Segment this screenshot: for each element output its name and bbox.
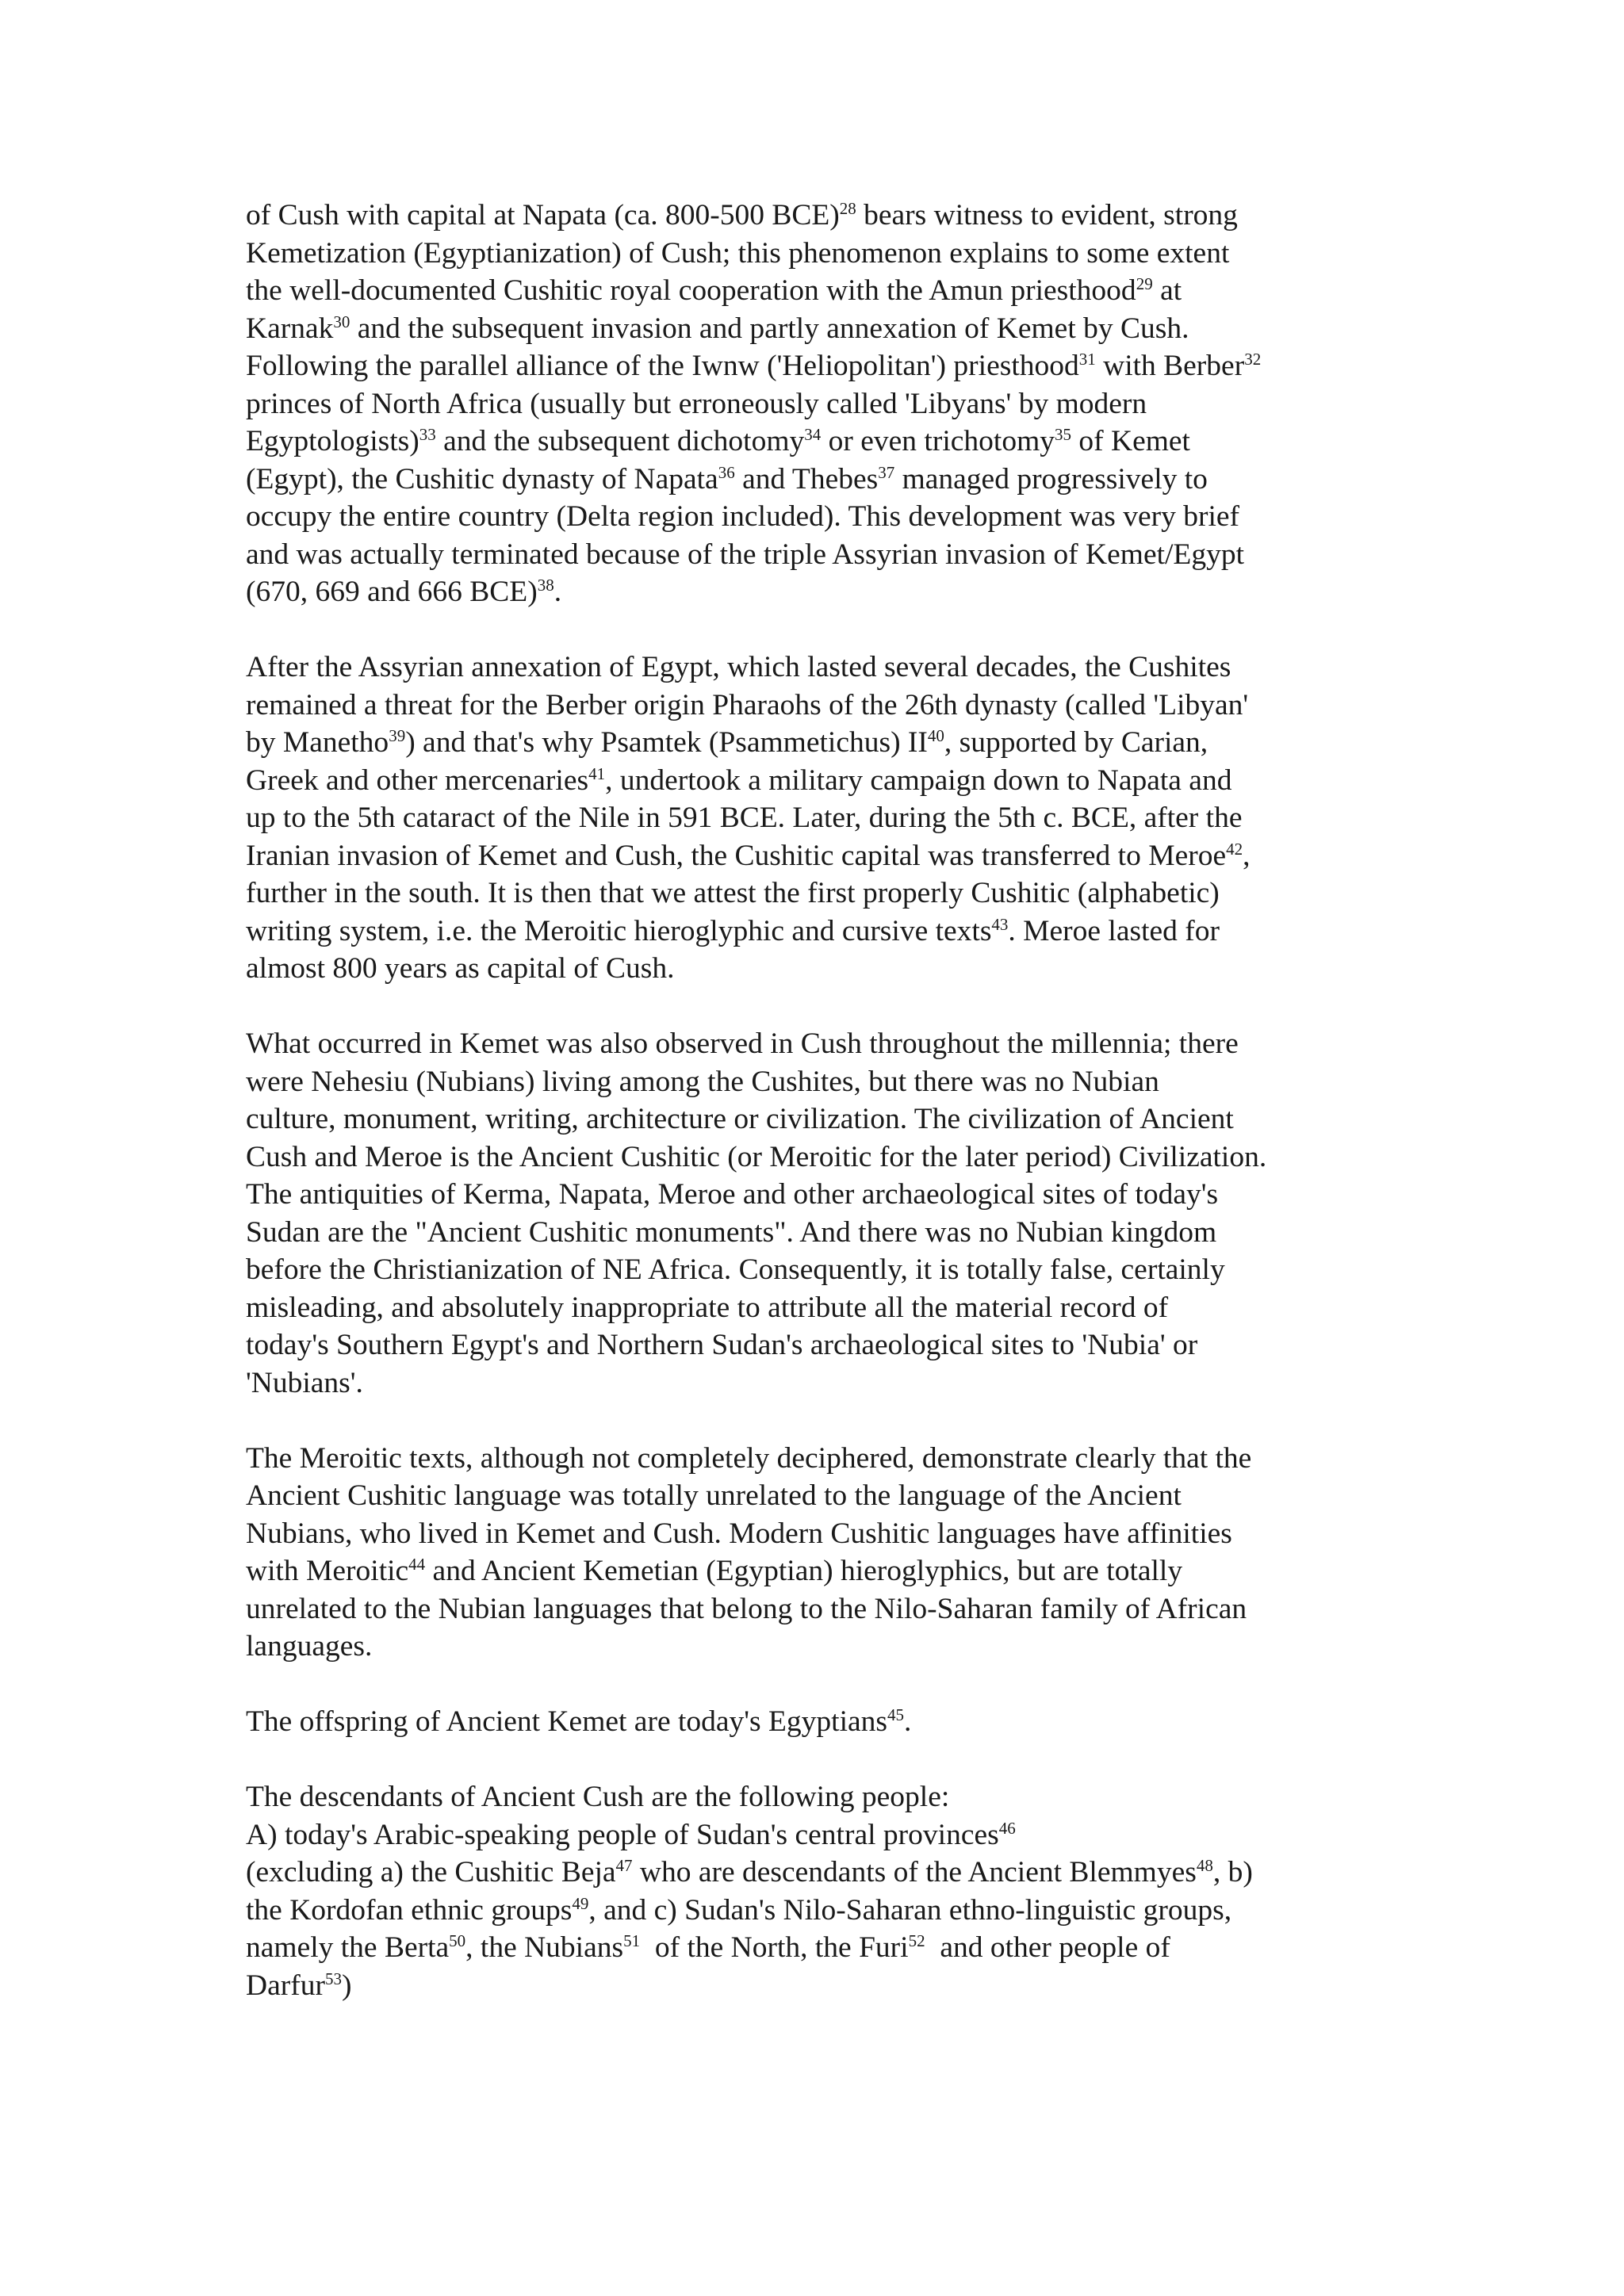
text-line	[246, 1590, 1404, 1628]
text-segment: .	[903, 1705, 912, 1738]
text-segment: were Nehesiu (Nubians) living among the Cushites, but there was no Nubian	[246, 1065, 1159, 1098]
text-segment: up to the 5th cataract of the Nile in 591 BCE. Later, during the 5th c. BCE, after the	[246, 802, 1243, 834]
text-line	[246, 385, 1404, 423]
text-segment: namely the Berta	[246, 1931, 450, 1964]
paragraph	[246, 1703, 1404, 1741]
text-segment: writing system, i.e. the Meroitic hieroglyphic and cursive texts	[246, 914, 992, 947]
text-segment: )	[341, 1969, 352, 2002]
text-line	[246, 1025, 1404, 1063]
footnote-reference: 38	[537, 576, 554, 595]
text-line	[246, 1778, 1404, 1816]
text-line	[246, 837, 1404, 875]
text-line	[246, 1515, 1404, 1553]
text-segment: A) today's Arabic-speaking people of Sudan's central provinces	[246, 1818, 999, 1851]
text-line	[246, 1214, 1404, 1252]
footnote-reference: 29	[1136, 274, 1153, 293]
text-line	[246, 272, 1404, 310]
text-segment: After the Assyrian annexation of Egypt, which lasted several decades, the Cushites	[246, 651, 1231, 683]
text-segment: , undertook a military campaign down to Napata and	[605, 763, 1232, 797]
text-segment: Darfur	[246, 1969, 325, 2002]
text-line	[246, 1176, 1404, 1214]
footnote-reference: 45	[887, 1705, 904, 1724]
text-line	[246, 687, 1404, 725]
text-line	[246, 310, 1404, 348]
text-segment: at	[1152, 274, 1182, 307]
text-segment: with Berber	[1095, 350, 1245, 382]
text-segment: misleading, and absolutely inappropriate to attribute all the material record of	[246, 1291, 1169, 1324]
text-segment: managed progressively to	[894, 462, 1208, 496]
footnote-reference: 51	[623, 1931, 641, 1950]
text-segment: What occurred in Kemet was also observed in Cush throughout the millennia; there	[246, 1027, 1239, 1060]
footnote-reference: 41	[588, 763, 606, 783]
text-segment: and other people of	[925, 1931, 1170, 1964]
text-segment: further in the south. It is then that we attest the first properly Cushitic (alphabetic)	[246, 877, 1220, 909]
text-line	[246, 1628, 1404, 1666]
text-segment: . Meroe lasted for	[1008, 914, 1220, 947]
text-line	[246, 1929, 1404, 1967]
footnote-reference: 43	[991, 914, 1009, 934]
footnote-reference: 30	[333, 312, 350, 331]
footnote-reference: 35	[1055, 425, 1071, 444]
text-segment: , and c) Sudan's Nilo-Saharan ethno-linguistic groups,	[588, 1893, 1232, 1927]
text-line	[246, 1967, 1404, 2005]
footnote-reference: 34	[804, 425, 822, 444]
text-line	[246, 1289, 1404, 1327]
text-segment: before the Christianization of NE Africa. Consequently, it is totally false, certainly	[246, 1253, 1225, 1286]
paragraph	[246, 197, 1404, 611]
text-segment: Nubians, who lived in Kemet and Cush. Modern Cushitic languages have affinities	[246, 1517, 1232, 1550]
text-line	[246, 950, 1404, 988]
footnote-reference: 52	[908, 1931, 925, 1950]
footnote-reference: 36	[718, 462, 735, 482]
text-line	[246, 1251, 1404, 1289]
text-segment: of the North, the Furi	[640, 1931, 909, 1964]
footnote-reference: 32	[1244, 350, 1262, 369]
text-segment: with Meroitic	[246, 1555, 409, 1587]
text-segment: (excluding a) the Cushitic Beja	[246, 1856, 616, 1888]
footnote-reference: 50	[449, 1931, 466, 1950]
text-line	[246, 1552, 1404, 1590]
paragraph	[246, 1440, 1404, 1666]
footnote-reference: 46	[998, 1818, 1016, 1838]
text-line	[246, 461, 1404, 499]
text-segment: and the subsequent dichotomy	[435, 425, 805, 457]
text-segment: and Thebes	[734, 462, 879, 496]
text-line	[246, 197, 1404, 235]
text-segment: (Egypt), the Cushitic dynasty of Napata	[246, 462, 718, 496]
footnote-reference: 40	[927, 726, 944, 745]
text-segment: languages.	[246, 1630, 373, 1663]
text-segment: and the subsequent invasion and partly annexation of Kemet by Cush.	[350, 312, 1189, 345]
text-line	[246, 1703, 1404, 1741]
text-segment: , the Nubians	[465, 1931, 624, 1964]
text-segment: The antiquities of Kerma, Napata, Meroe and other archaeological sites of today's	[246, 1178, 1219, 1211]
text-line	[246, 1816, 1404, 1854]
footnote-reference: 44	[408, 1555, 426, 1574]
text-segment: Kemetization (Egyptianization) of Cush; this phenomenon explains to some extent	[246, 236, 1230, 270]
text-line	[246, 1364, 1404, 1402]
text-line	[246, 423, 1404, 461]
text-segment: 'Nubians'.	[246, 1366, 363, 1399]
text-segment: Following the parallel alliance of the Iwnw ('Heliopolitan') priesthood	[246, 350, 1079, 382]
text-segment: and Ancient Kemetian (Egyptian) hieroglyphics, but are totally	[425, 1555, 1183, 1587]
footnote-reference: 42	[1226, 839, 1243, 859]
paragraph	[246, 649, 1404, 988]
text-line	[246, 874, 1404, 913]
text-line	[246, 1138, 1404, 1177]
text-segment: the Kordofan ethnic groups	[246, 1893, 573, 1927]
text-line	[246, 762, 1404, 800]
text-line	[246, 1477, 1404, 1515]
text-line	[246, 1440, 1404, 1478]
text-segment: ,	[1243, 839, 1251, 872]
text-line	[246, 724, 1404, 762]
text-line	[246, 799, 1404, 837]
text-line	[246, 498, 1404, 536]
text-segment: Sudan are the "Ancient Cushitic monuments". And there was no Nubian kingdom	[246, 1215, 1217, 1249]
footnote-reference: 47	[615, 1856, 633, 1875]
text-line	[246, 913, 1404, 951]
text-line	[246, 573, 1404, 611]
text-segment: who are descendants of the Ancient Blemmyes	[632, 1856, 1197, 1888]
text-segment: Ancient Cushitic language was totally unrelated to the language of the Ancient	[246, 1479, 1182, 1512]
footnote-reference: 48	[1196, 1856, 1213, 1875]
document-page	[246, 197, 1404, 2004]
text-segment: occupy the entire country (Delta region included). This development was very brief	[246, 500, 1240, 533]
text-segment: almost 800 years as capital of Cush.	[246, 952, 675, 985]
text-segment: and was actually terminated because of the triple Assyrian invasion of Kemet/Egypt	[246, 538, 1244, 571]
text-segment: (670, 669 and 666 BCE)	[246, 576, 538, 608]
text-segment: The Meroitic texts, although not completely deciphered, demonstrate clearly that the	[246, 1441, 1252, 1475]
text-segment: or even trichotomy	[821, 425, 1055, 457]
footnote-reference: 39	[389, 726, 406, 745]
text-segment: , supported by Carian,	[944, 726, 1208, 759]
text-segment: culture, monument, writing, architecture or civilization. The civilization of Ancient	[246, 1103, 1234, 1135]
text-segment: Greek and other mercenaries	[246, 763, 589, 797]
text-segment: princes of North Africa (usually but erroneously called 'Libyans' by modern	[246, 387, 1147, 420]
text-line	[246, 1892, 1404, 1930]
text-segment: , b)	[1212, 1856, 1253, 1888]
text-segment: of Kemet	[1071, 425, 1190, 457]
footnote-reference: 33	[419, 425, 436, 444]
text-line	[246, 649, 1404, 687]
paragraph	[246, 1025, 1404, 1402]
text-line	[246, 536, 1404, 574]
text-line	[246, 347, 1404, 385]
text-line	[246, 1326, 1404, 1364]
text-segment: bears witness to evident, strong	[856, 199, 1238, 232]
text-segment: ) and that's why Psamtek (Psammetichus) II	[405, 726, 928, 759]
text-segment: by Manetho	[246, 726, 389, 759]
text-segment: Iranian invasion of Kemet and Cush, the Cushitic capital was transferred to Meroe	[246, 839, 1227, 872]
text-segment: of Cush with capital at Napata (ca. 800-500 BCE)	[246, 199, 840, 232]
text-segment: Cush and Meroe is the Ancient Cushitic (or Meroitic for the later period) Civilization.	[246, 1140, 1267, 1173]
footnote-reference: 28	[839, 199, 856, 218]
text-line	[246, 1854, 1404, 1892]
text-segment: The offspring of Ancient Kemet are today's Egyptians	[246, 1705, 887, 1738]
text-segment: today's Southern Egypt's and Northern Sudan's archaeological sites to 'Nubia' or	[246, 1329, 1198, 1361]
footnote-reference: 53	[324, 1969, 342, 1988]
text-segment: The descendants of Ancient Cush are the following people:	[246, 1781, 950, 1813]
text-segment: unrelated to the Nubian languages that belong to the Nilo-Saharan family of African	[246, 1592, 1247, 1625]
text-segment: remained a threat for the Berber origin Pharaohs of the 26th dynasty (called 'Libyan'	[246, 688, 1249, 721]
text-segment: the well-documented Cushitic royal cooperation with the Amun priesthood	[246, 274, 1136, 307]
text-line	[246, 1063, 1404, 1101]
footnote-reference: 37	[878, 462, 895, 482]
paragraph	[246, 1778, 1404, 2004]
footnote-reference: 31	[1078, 350, 1096, 369]
text-line	[246, 1100, 1404, 1138]
text-line	[246, 235, 1404, 273]
footnote-reference: 49	[572, 1893, 589, 1913]
text-segment: .	[553, 576, 562, 608]
text-segment: Karnak	[246, 312, 334, 345]
text-segment: Egyptologists)	[246, 425, 419, 457]
